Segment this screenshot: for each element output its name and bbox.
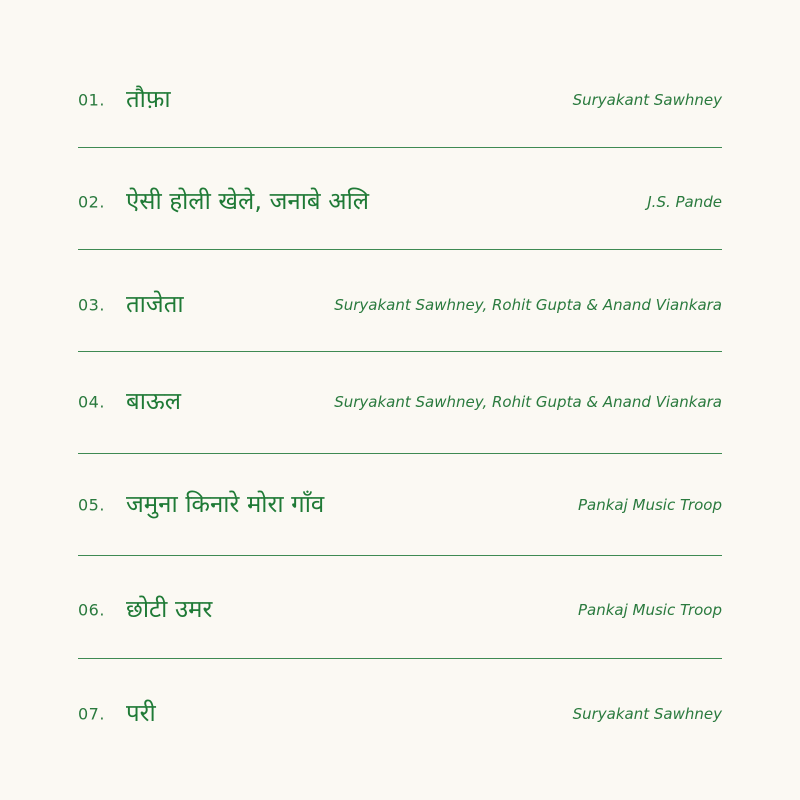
divider	[78, 351, 722, 352]
track-row	[78, 172, 722, 232]
divider	[78, 147, 722, 148]
track-artist: Suryakant Sawhney, Rohit Gupta & Anand Viankara	[334, 393, 722, 411]
track-artist: Suryakant Sawhney, Rohit Gupta & Anand Viankara	[334, 296, 722, 314]
divider	[78, 249, 722, 250]
track-number: 06.	[78, 600, 105, 620]
track-title: बाऊल	[126, 386, 182, 415]
track-row	[78, 684, 722, 744]
track-artist: J.S. Pande	[647, 193, 722, 211]
track-artist: Pankaj Music Troop	[577, 601, 722, 619]
track-title: छोटी उमर	[126, 594, 213, 623]
track-row	[78, 580, 722, 640]
track-artist: Suryakant Sawhney	[572, 705, 722, 723]
track-artist: Suryakant Sawhney	[572, 91, 722, 109]
divider	[78, 658, 722, 659]
divider	[78, 453, 722, 454]
track-title: ऐसी होली खेले, जनाबे अलि	[126, 186, 370, 215]
track-title: तौफ़ा	[126, 84, 171, 113]
track-title: ताजेता	[126, 289, 184, 318]
track-number: 03.	[78, 295, 105, 315]
track-number: 04.	[78, 392, 105, 412]
track-row	[78, 372, 722, 432]
track-number: 01.	[78, 90, 105, 110]
track-artist: Pankaj Music Troop	[577, 496, 722, 514]
track-title: जमुना किनारे मोरा गाँव	[126, 489, 325, 518]
track-number: 07.	[78, 704, 105, 724]
track-row	[78, 475, 722, 535]
track-number: 02.	[78, 192, 105, 212]
track-title: परी	[126, 698, 156, 727]
track-row	[78, 70, 722, 130]
divider	[78, 555, 722, 556]
track-number: 05.	[78, 495, 105, 515]
track-row	[78, 275, 722, 335]
